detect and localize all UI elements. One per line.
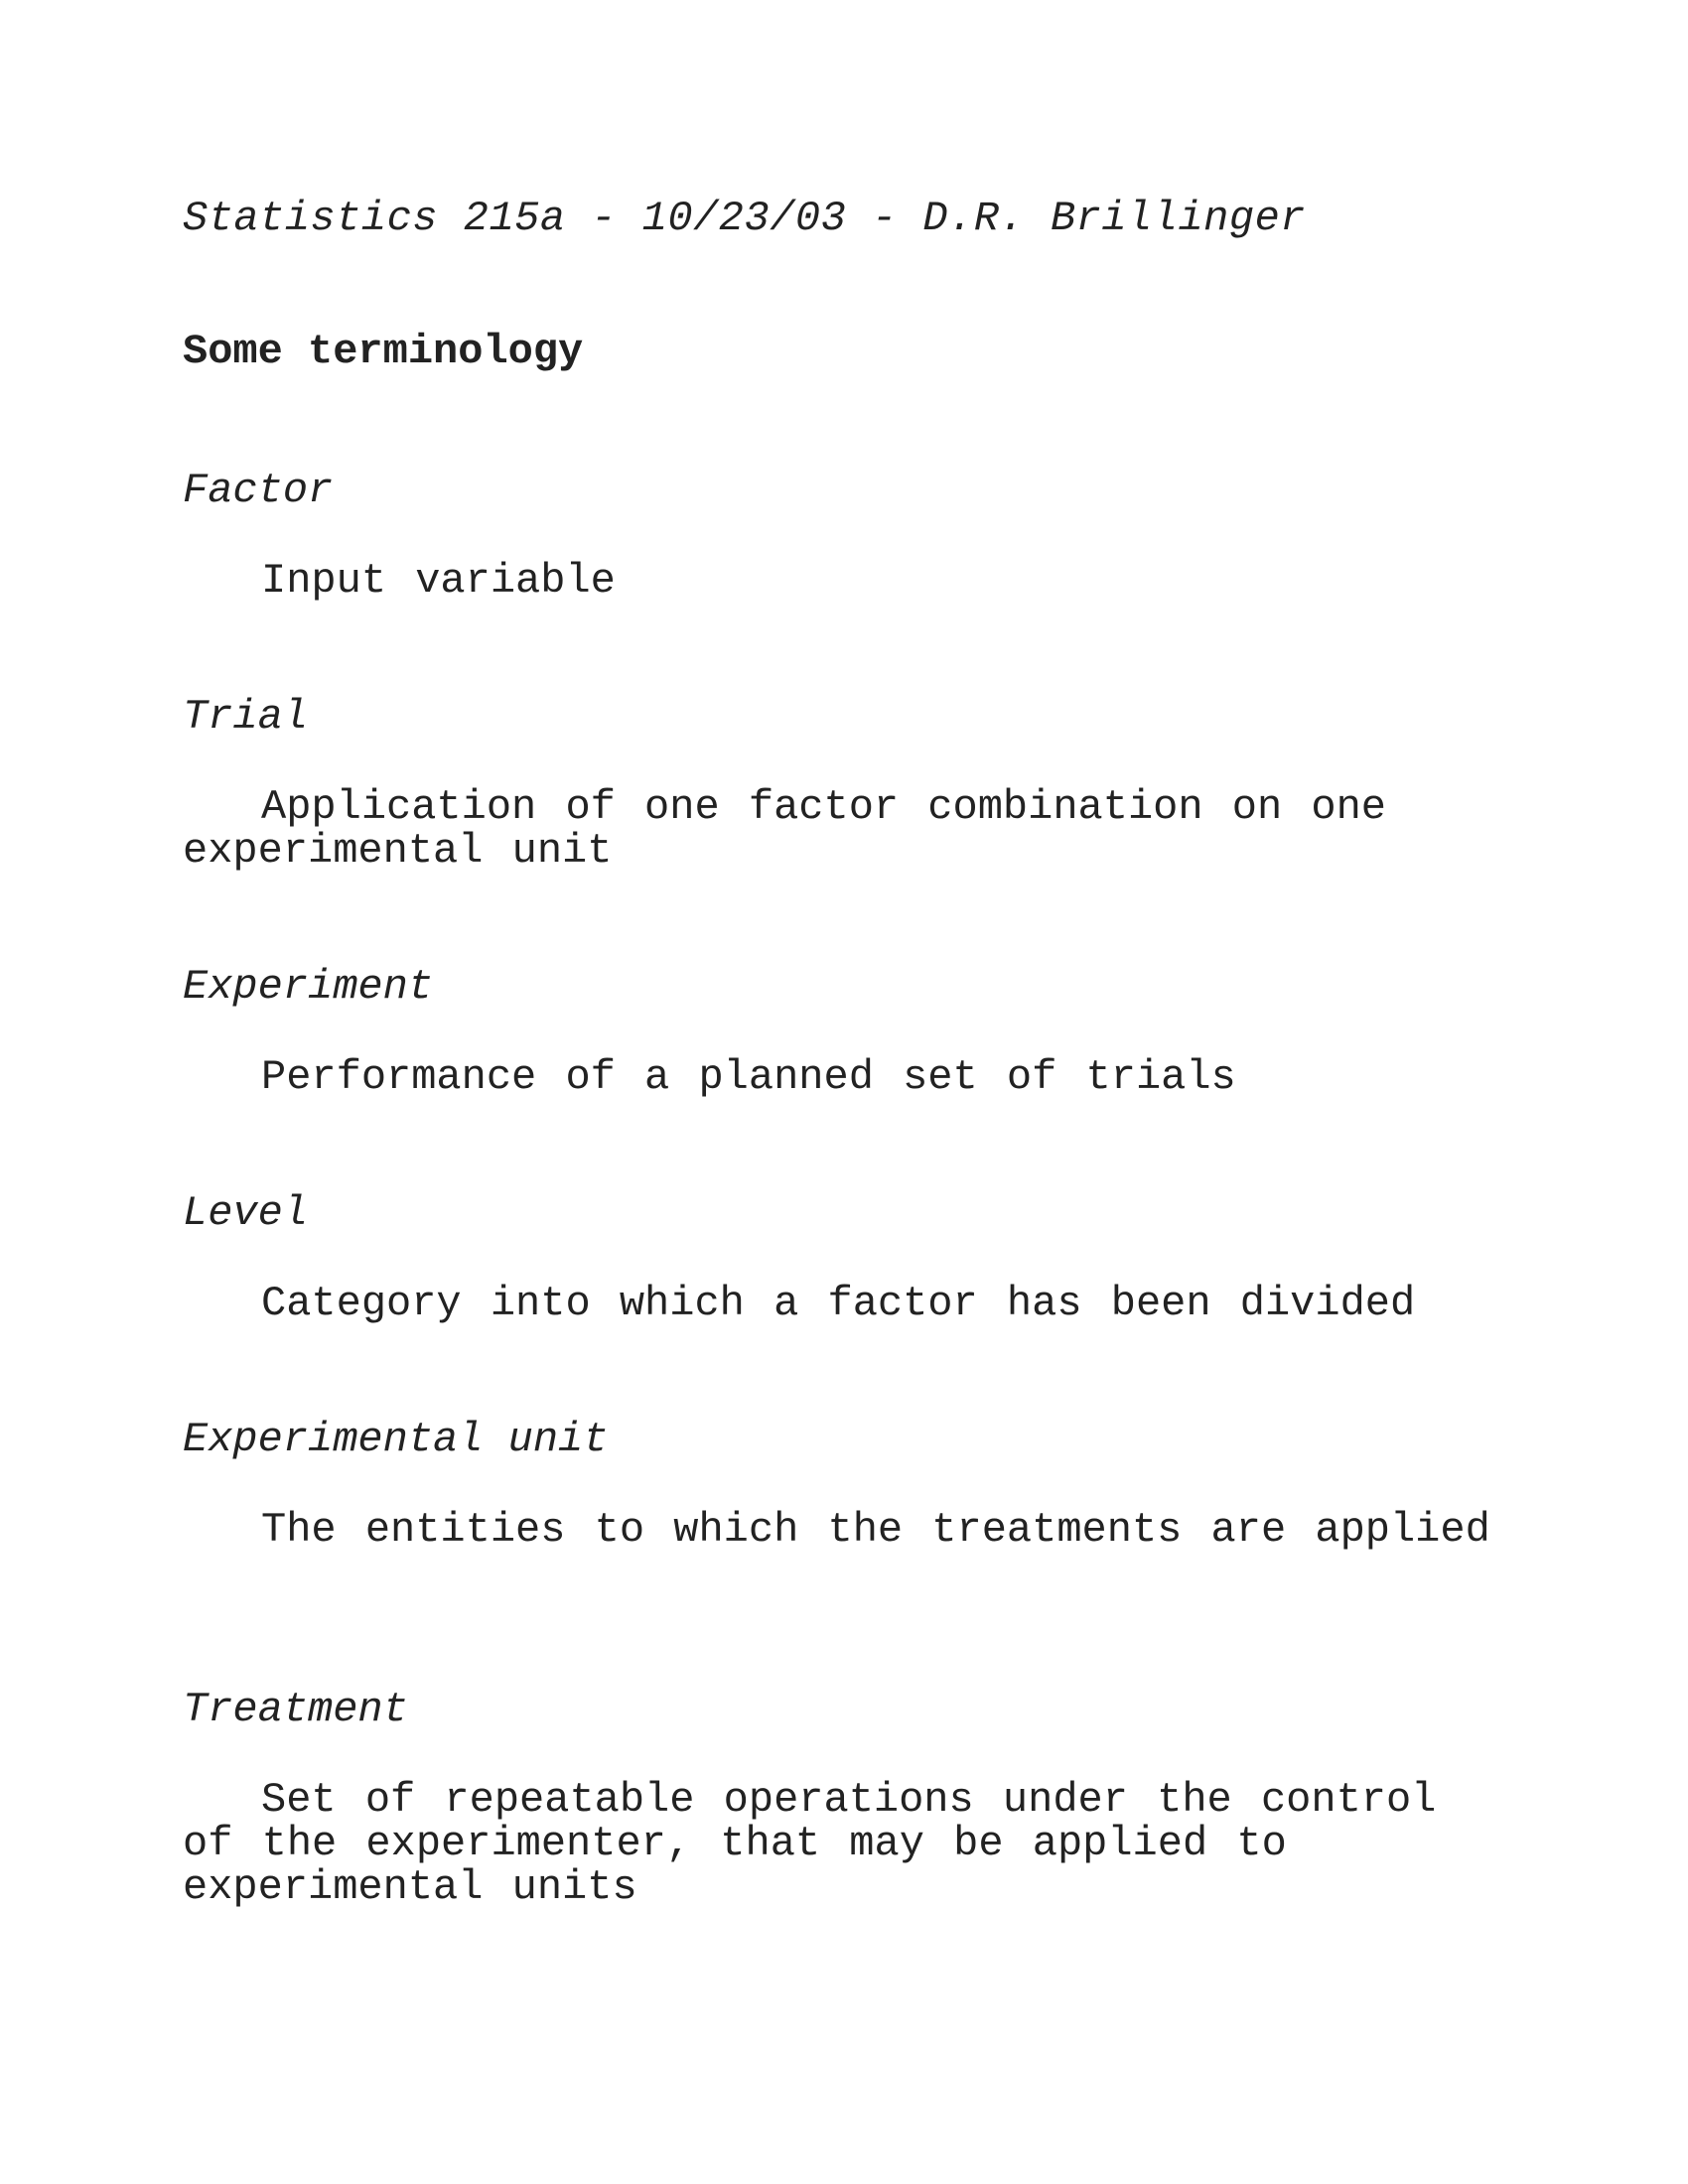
- definition-experiment: Performance of a planned set of trials: [261, 1053, 1236, 1101]
- definition-treatment: Set of repeatable operations under the control of the experimenter, that may be applied to experimental units: [183, 1776, 1437, 1911]
- definition-factor: Input variable: [261, 557, 616, 605]
- document-header: Statistics 215a - 10/23/03 - D.R. Brillinger: [183, 195, 1306, 242]
- term-experimental-unit: Experimental unit: [183, 1416, 609, 1463]
- term-treatment: Treatment: [183, 1686, 408, 1733]
- term-experiment: Experiment: [183, 963, 434, 1011]
- section-title: Some terminology: [183, 328, 584, 375]
- definition-trial: Application of one factor combination on one experimental unit: [183, 783, 1386, 875]
- definition-experimental-unit: The entities to which the treatments are applied: [261, 1506, 1490, 1554]
- term-level: Level: [183, 1189, 309, 1237]
- term-trial: Trial: [183, 693, 309, 741]
- definition-level: Category into which a factor has been divided: [261, 1280, 1416, 1327]
- term-factor: Factor: [183, 467, 334, 514]
